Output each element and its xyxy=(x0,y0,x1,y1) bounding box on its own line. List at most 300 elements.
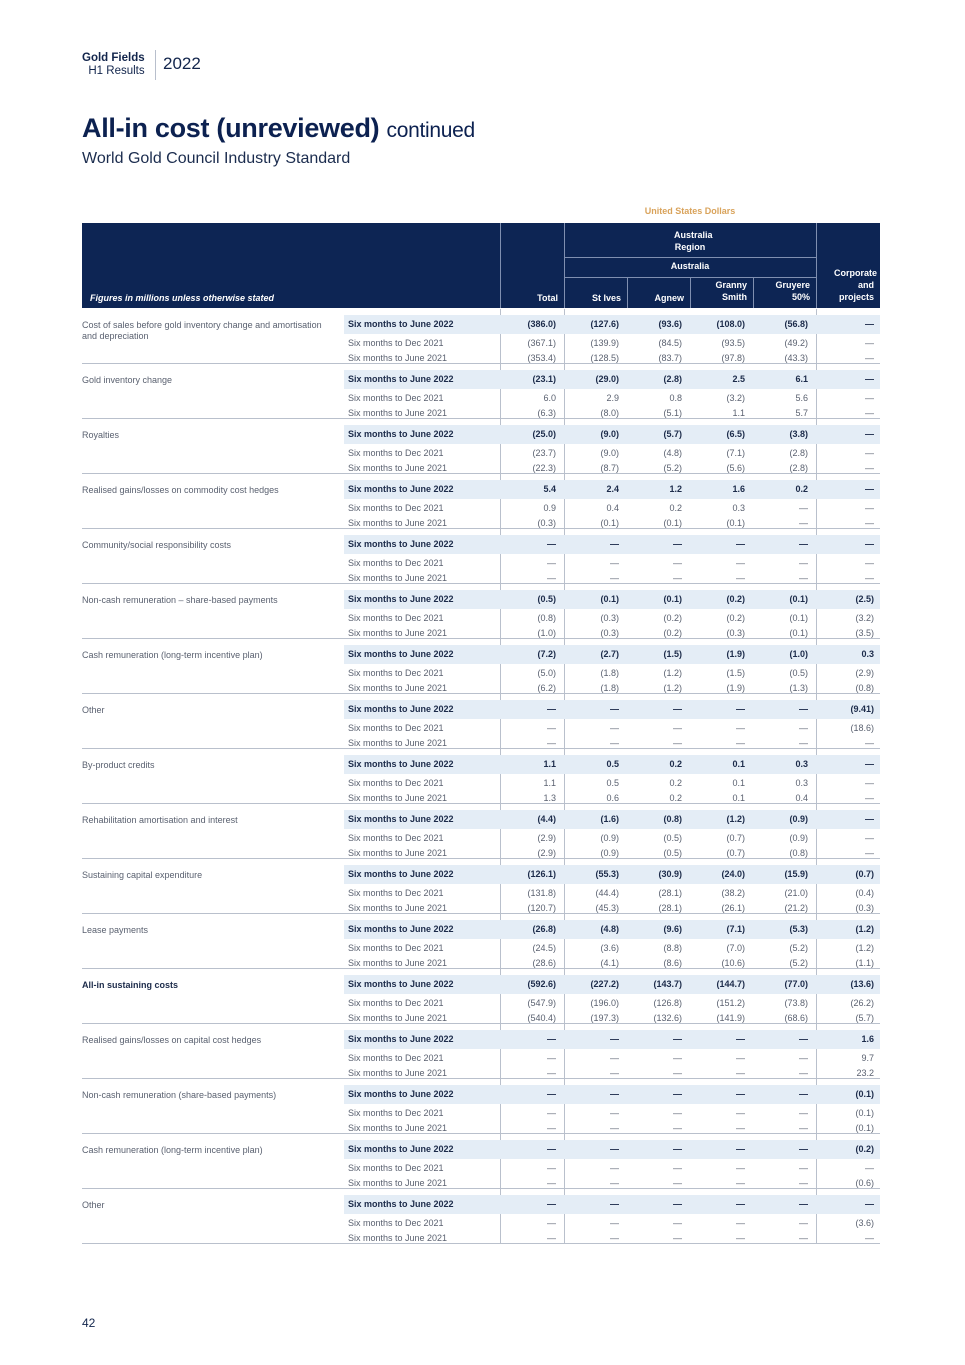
table-cell: — xyxy=(547,1233,556,1243)
table-cell: — xyxy=(865,1163,874,1173)
table-cell: — xyxy=(610,1178,619,1188)
row-label: Royalties xyxy=(82,430,120,440)
col-header-st-ives: St Ives xyxy=(591,293,621,303)
table-cell: — xyxy=(610,1068,619,1078)
period-label: Six months to June 2021 xyxy=(348,463,448,473)
table-cell: — xyxy=(547,1218,556,1228)
period-label: Six months to June 2021 xyxy=(348,1013,448,1023)
table-cell: (8.6) xyxy=(663,958,682,968)
table-cell: — xyxy=(736,1178,745,1188)
table-row xyxy=(344,665,880,681)
table-cell: — xyxy=(736,1089,745,1099)
table-row-group xyxy=(82,749,880,804)
table-cell: (0.1) xyxy=(726,518,745,528)
table-cell: (0.5) xyxy=(663,833,682,843)
row-label: All-in sustaining costs xyxy=(82,980,179,990)
period-label: Six months to June 2022 xyxy=(348,924,454,934)
col-header-corporate: Corporate and projects xyxy=(834,268,878,302)
report-name: H1 Results xyxy=(88,65,145,77)
table-cell: (4.1) xyxy=(600,958,619,968)
table-cell: — xyxy=(736,723,745,733)
table-row-group xyxy=(82,529,880,584)
table-cell: — xyxy=(547,573,556,583)
period-label: Six months to June 2022 xyxy=(348,1034,454,1044)
table-row xyxy=(344,1085,880,1104)
table-cell: — xyxy=(673,1218,682,1228)
table-cell: (77.0) xyxy=(784,979,808,989)
table-cell: — xyxy=(610,704,619,714)
table-cell: (7.1) xyxy=(726,924,745,934)
table-cell: — xyxy=(799,1144,808,1154)
period-label: Six months to Dec 2021 xyxy=(348,448,444,458)
table-cell: — xyxy=(610,539,619,549)
table-row xyxy=(344,335,880,351)
table-cell: — xyxy=(547,738,556,748)
table-cell: 0.8 xyxy=(669,393,682,403)
table-cell: — xyxy=(610,573,619,583)
table-cell: (197.3) xyxy=(590,1013,619,1023)
table-cell: 0.6 xyxy=(606,793,619,803)
table-cell: — xyxy=(799,1108,808,1118)
table-cell: (128.5) xyxy=(590,353,619,363)
row-label: Cost of sales before gold inventory change and amortisation and depreciation xyxy=(82,320,322,341)
table-cell: (1.8) xyxy=(600,668,619,678)
period-label: Six months to June 2021 xyxy=(348,628,448,638)
page-subtitle: World Gold Council Industry Standard xyxy=(82,150,351,167)
table-cell: (8.0) xyxy=(600,408,619,418)
table-cell: — xyxy=(673,704,682,714)
table-cell: (24.0) xyxy=(721,869,745,879)
table-cell: — xyxy=(610,1089,619,1099)
table-cell: 2.4 xyxy=(606,484,619,494)
period-label: Six months to June 2021 xyxy=(348,903,448,913)
table-cell: (367.1) xyxy=(527,338,556,348)
period-label: Six months to June 2022 xyxy=(348,1144,454,1154)
table-cell: (28.6) xyxy=(532,958,556,968)
table-cell: (2.9) xyxy=(855,668,874,678)
table-cell: — xyxy=(547,1123,556,1133)
table-cell: — xyxy=(736,1068,745,1078)
table-cell: 0.9 xyxy=(543,503,556,513)
table-cell: (196.0) xyxy=(590,998,619,1008)
table-cell: (83.7) xyxy=(658,353,682,363)
table-cell: (0.5) xyxy=(537,594,556,604)
period-label: Six months to June 2021 xyxy=(348,683,448,693)
table-row xyxy=(344,315,880,334)
table-cell: (0.2) xyxy=(663,628,682,638)
table-cell: — xyxy=(865,539,874,549)
period-label: Six months to June 2021 xyxy=(348,793,448,803)
table-cell: — xyxy=(799,1199,808,1209)
table-cell: — xyxy=(799,1163,808,1173)
table-cell: (126.1) xyxy=(527,869,556,879)
table-cell: — xyxy=(865,393,874,403)
table-cell: (9.41) xyxy=(850,704,874,714)
table-cell: (8.8) xyxy=(663,943,682,953)
table-row xyxy=(344,425,880,444)
report-brand xyxy=(82,52,145,78)
table-cell: — xyxy=(736,1163,745,1173)
table-cell: — xyxy=(865,738,874,748)
table-cell: — xyxy=(610,1144,619,1154)
table-row xyxy=(344,555,880,571)
table-cell: 1.3 xyxy=(543,793,556,803)
table-row xyxy=(344,885,880,901)
table-cell: — xyxy=(610,1218,619,1228)
table-cell: 0.3 xyxy=(795,778,808,788)
table-cell: — xyxy=(865,518,874,528)
table-cell: (0.4) xyxy=(855,888,874,898)
period-label: Six months to June 2022 xyxy=(348,1199,454,1209)
row-label: Sustaining capital expenditure xyxy=(82,870,203,880)
table-cell: (21.2) xyxy=(784,903,808,913)
table-cell: (4.8) xyxy=(663,448,682,458)
table-cell: (7.1) xyxy=(726,448,745,458)
table-cell: — xyxy=(736,1123,745,1133)
period-label: Six months to Dec 2021 xyxy=(348,998,444,1008)
table-row xyxy=(344,535,880,554)
table-row xyxy=(344,1140,880,1159)
table-cell: (3.8) xyxy=(789,429,808,439)
table-cell: (26.1) xyxy=(721,903,745,913)
table-cell: — xyxy=(547,1089,556,1099)
table-cell: — xyxy=(673,1199,682,1209)
table-cell: (56.8) xyxy=(784,319,808,329)
table-cell: (84.5) xyxy=(658,338,682,348)
table-cell: (0.5) xyxy=(663,848,682,858)
table-cell: 0.1 xyxy=(732,759,745,769)
table-cell: (0.8) xyxy=(855,683,874,693)
table-cell: (28.1) xyxy=(658,888,682,898)
table-cell: (2.8) xyxy=(789,463,808,473)
table-cell: — xyxy=(736,1108,745,1118)
table-cell: (1.6) xyxy=(600,814,619,824)
table-cell: — xyxy=(547,1163,556,1173)
period-label: Six months to June 2022 xyxy=(348,319,454,329)
table-cell: (10.6) xyxy=(721,958,745,968)
table-cell: — xyxy=(865,408,874,418)
period-label: Six months to June 2022 xyxy=(348,1089,454,1099)
table-row xyxy=(344,1105,880,1121)
period-label: Six months to Dec 2021 xyxy=(348,1218,444,1228)
period-label: Six months to Dec 2021 xyxy=(348,1108,444,1118)
table-cell: — xyxy=(736,1233,745,1243)
table-cell: (0.8) xyxy=(789,848,808,858)
period-label: Six months to Dec 2021 xyxy=(348,668,444,678)
table-cell: 5.7 xyxy=(795,408,808,418)
table-cell: 0.4 xyxy=(795,793,808,803)
table-cell: — xyxy=(547,1144,556,1154)
table-header xyxy=(82,223,880,308)
table-cell: (26.8) xyxy=(532,924,556,934)
table-cell: — xyxy=(736,1034,745,1044)
table-cell: (9.6) xyxy=(663,924,682,934)
table-cell: (5.7) xyxy=(855,1013,874,1023)
table-row xyxy=(344,390,880,406)
table-cell: (120.7) xyxy=(527,903,556,913)
table-row-group xyxy=(82,1079,880,1134)
table-cell: (5.2) xyxy=(663,463,682,473)
table-row-group xyxy=(82,474,880,529)
table-cell: — xyxy=(865,463,874,473)
table-cell: — xyxy=(736,1144,745,1154)
table-cell: (55.3) xyxy=(595,869,619,879)
table-cell: — xyxy=(865,793,874,803)
table-cell: (1.8) xyxy=(600,683,619,693)
table-cell: (28.1) xyxy=(658,903,682,913)
table-cell: (3.2) xyxy=(855,613,874,623)
table-cell: (0.6) xyxy=(855,1178,874,1188)
table-cell: (1.0) xyxy=(537,628,556,638)
table-cell: (126.8) xyxy=(653,998,682,1008)
table-cell: (151.2) xyxy=(716,998,745,1008)
table-cell: 0.3 xyxy=(795,759,808,769)
table-cell: (1.2) xyxy=(726,814,745,824)
table-cell: (3.2) xyxy=(726,393,745,403)
table-cell: (0.1) xyxy=(789,594,808,604)
table-cell: — xyxy=(736,1199,745,1209)
table-cell: — xyxy=(610,1233,619,1243)
table-cell: — xyxy=(736,539,745,549)
table-cell: — xyxy=(673,1034,682,1044)
row-label: Non-cash remuneration (share-based payments) xyxy=(82,1090,277,1100)
header-divider xyxy=(155,50,156,80)
row-label: Lease payments xyxy=(82,925,149,935)
table-cell: (13.6) xyxy=(850,979,874,989)
table-cell: — xyxy=(799,704,808,714)
table-cell: 0.5 xyxy=(606,759,619,769)
table-cell: — xyxy=(610,1163,619,1173)
table-row xyxy=(344,590,880,609)
period-label: Six months to June 2021 xyxy=(348,1123,448,1133)
page-title-continued: continued xyxy=(386,119,475,142)
table-cell: 6.0 xyxy=(543,393,556,403)
table-cell: (353.4) xyxy=(527,353,556,363)
table-cell: — xyxy=(610,558,619,568)
table-cell: (0.1) xyxy=(855,1108,874,1118)
table-cell: — xyxy=(799,1034,808,1044)
table-cell: — xyxy=(547,704,556,714)
table-cell: (0.1) xyxy=(600,518,619,528)
table-cell: (3.5) xyxy=(855,628,874,638)
table-cell: 6.1 xyxy=(795,374,808,384)
table-cell: (23.7) xyxy=(532,448,556,458)
table-row-group xyxy=(82,1024,880,1079)
table-row xyxy=(344,995,880,1011)
table-cell: — xyxy=(610,723,619,733)
table-cell: (4.8) xyxy=(600,924,619,934)
table-cell: (7.2) xyxy=(537,649,556,659)
table-row-group xyxy=(82,804,880,859)
table-cell: (0.2) xyxy=(726,594,745,604)
table-cell: — xyxy=(547,1178,556,1188)
row-label: Realised gains/losses on capital cost hedges xyxy=(82,1035,262,1045)
table-cell: — xyxy=(799,558,808,568)
period-label: Six months to Dec 2021 xyxy=(348,503,444,513)
row-label: By-product credits xyxy=(82,760,155,770)
page-title xyxy=(82,113,475,144)
table-cell: (45.3) xyxy=(595,903,619,913)
table-cell: — xyxy=(673,539,682,549)
period-label: Six months to June 2021 xyxy=(348,1068,448,1078)
period-label: Six months to Dec 2021 xyxy=(348,1163,444,1173)
table-row-group xyxy=(82,639,880,694)
table-cell: 2.5 xyxy=(732,374,745,384)
table-cell: (0.1) xyxy=(855,1089,874,1099)
table-cell: (1.9) xyxy=(726,649,745,659)
table-cell: (1.2) xyxy=(855,943,874,953)
table-cell: (1.0) xyxy=(789,649,808,659)
table-cell: 23.2 xyxy=(856,1068,874,1078)
table-row-group xyxy=(82,364,880,419)
table-cell: (5.2) xyxy=(789,958,808,968)
table-cell: (68.6) xyxy=(784,1013,808,1023)
period-label: Six months to June 2022 xyxy=(348,869,454,879)
table-cell: (49.2) xyxy=(784,338,808,348)
table-cell: — xyxy=(865,353,874,363)
table-cell: (18.6) xyxy=(850,723,874,733)
table-cell: (9.0) xyxy=(600,429,619,439)
table-cell: (0.8) xyxy=(537,613,556,623)
table-cell: 1.6 xyxy=(732,484,745,494)
table-cell: 0.2 xyxy=(669,759,682,769)
table-cell: (1.2) xyxy=(663,668,682,678)
brand-name: Gold Fields xyxy=(82,52,145,64)
period-label: Six months to Dec 2021 xyxy=(348,558,444,568)
table-row xyxy=(344,810,880,829)
table-cell: 0.5 xyxy=(606,778,619,788)
table-cell: (93.6) xyxy=(658,319,682,329)
table-cell: — xyxy=(547,1053,556,1063)
table-cell: — xyxy=(610,1123,619,1133)
period-label: Six months to June 2021 xyxy=(348,518,448,528)
table-cell: (131.8) xyxy=(527,888,556,898)
currency-label: United States Dollars xyxy=(644,206,736,216)
table-cell: (0.1) xyxy=(663,594,682,604)
table-cell: — xyxy=(673,723,682,733)
table-cell: (38.2) xyxy=(721,888,745,898)
table-cell: (2.5) xyxy=(855,594,874,604)
table-row-group xyxy=(82,969,880,1024)
table-cell: — xyxy=(799,1218,808,1228)
table-cell: (0.9) xyxy=(789,833,808,843)
table-cell: — xyxy=(673,558,682,568)
table-cell: (144.7) xyxy=(716,979,745,989)
table-cell: (1.2) xyxy=(855,924,874,934)
table-cell: — xyxy=(865,778,874,788)
period-label: Six months to June 2022 xyxy=(348,374,454,384)
table-cell: (0.2) xyxy=(855,1144,874,1154)
table-row xyxy=(344,1230,880,1246)
table-cell: (1.2) xyxy=(663,683,682,693)
table-cell: (0.3) xyxy=(600,628,619,638)
period-label: Six months to June 2022 xyxy=(348,704,454,714)
period-label: Six months to June 2021 xyxy=(348,958,448,968)
period-label: Six months to June 2021 xyxy=(348,408,448,418)
table-cell: (0.8) xyxy=(663,814,682,824)
table-cell: — xyxy=(610,1108,619,1118)
row-label: Non-cash remuneration – share-based payments xyxy=(82,595,278,605)
table-cell: — xyxy=(865,1233,874,1243)
row-label: Rehabilitation amortisation and interest xyxy=(82,815,238,825)
table-row-group xyxy=(82,1134,880,1189)
row-label: Cash remuneration (long-term incentive plan) xyxy=(82,650,263,660)
period-label: Six months to June 2021 xyxy=(348,353,448,363)
table-row xyxy=(344,480,880,499)
row-label: Other xyxy=(82,705,105,715)
table-cell: — xyxy=(799,1233,808,1243)
table-cell: — xyxy=(799,1089,808,1099)
period-label: Six months to June 2021 xyxy=(348,738,448,748)
table-cell: — xyxy=(799,1123,808,1133)
table-row xyxy=(344,500,880,516)
table-cell: 5.4 xyxy=(543,484,556,494)
region-header: Australia Region xyxy=(674,230,713,252)
figures-note: Figures in millions unless otherwise stated xyxy=(90,293,275,303)
table-row xyxy=(344,1195,880,1214)
period-label: Six months to June 2022 xyxy=(348,759,454,769)
period-label: Six months to June 2022 xyxy=(348,594,454,604)
table-row xyxy=(344,975,880,994)
table-row-group xyxy=(82,694,880,749)
table-cell: (29.0) xyxy=(595,374,619,384)
table-row xyxy=(344,920,880,939)
table-cell: — xyxy=(673,1233,682,1243)
table-cell: — xyxy=(799,539,808,549)
table-cell: (8.7) xyxy=(600,463,619,473)
table-row xyxy=(344,370,880,389)
table-cell: (7.0) xyxy=(726,943,745,953)
table-cell: — xyxy=(736,738,745,748)
table-cell: (5.2) xyxy=(789,943,808,953)
table-cell: (127.6) xyxy=(590,319,619,329)
table-cell: (0.2) xyxy=(726,613,745,623)
table-cell: (0.5) xyxy=(789,668,808,678)
period-label: Six months to June 2022 xyxy=(348,429,454,439)
table-cell: (5.0) xyxy=(537,668,556,678)
row-label: Realised gains/losses on commodity cost hedges xyxy=(82,485,279,495)
table-cell: (5.7) xyxy=(663,429,682,439)
col-header-total: Total xyxy=(537,293,558,303)
col-header-agnew: Agnew xyxy=(654,293,684,303)
table-cell: — xyxy=(799,1068,808,1078)
period-label: Six months to Dec 2021 xyxy=(348,613,444,623)
table-cell: (141.9) xyxy=(716,1013,745,1023)
table-cell: (0.9) xyxy=(600,833,619,843)
table-cell: — xyxy=(547,1034,556,1044)
table-cell: 0.4 xyxy=(606,503,619,513)
page-title-main: All-in cost (unreviewed) xyxy=(82,113,380,143)
table-cell: (44.4) xyxy=(595,888,619,898)
table-row-group xyxy=(82,859,880,914)
table-cell: 0.2 xyxy=(669,503,682,513)
table-row xyxy=(344,445,880,461)
table-cell: (0.9) xyxy=(789,814,808,824)
table-cell: — xyxy=(865,338,874,348)
table-cell: (2.9) xyxy=(537,833,556,843)
table-cell: (2.8) xyxy=(663,374,682,384)
table-cell: — xyxy=(865,573,874,583)
table-cell: — xyxy=(673,1089,682,1099)
table-cell: (0.7) xyxy=(726,833,745,843)
table-cell: — xyxy=(673,573,682,583)
table-row xyxy=(344,775,880,791)
table-cell: — xyxy=(673,1178,682,1188)
row-label: Other xyxy=(82,1200,105,1210)
table-cell: — xyxy=(547,539,556,549)
table-cell: — xyxy=(865,759,874,769)
table-cell: (0.3) xyxy=(600,613,619,623)
